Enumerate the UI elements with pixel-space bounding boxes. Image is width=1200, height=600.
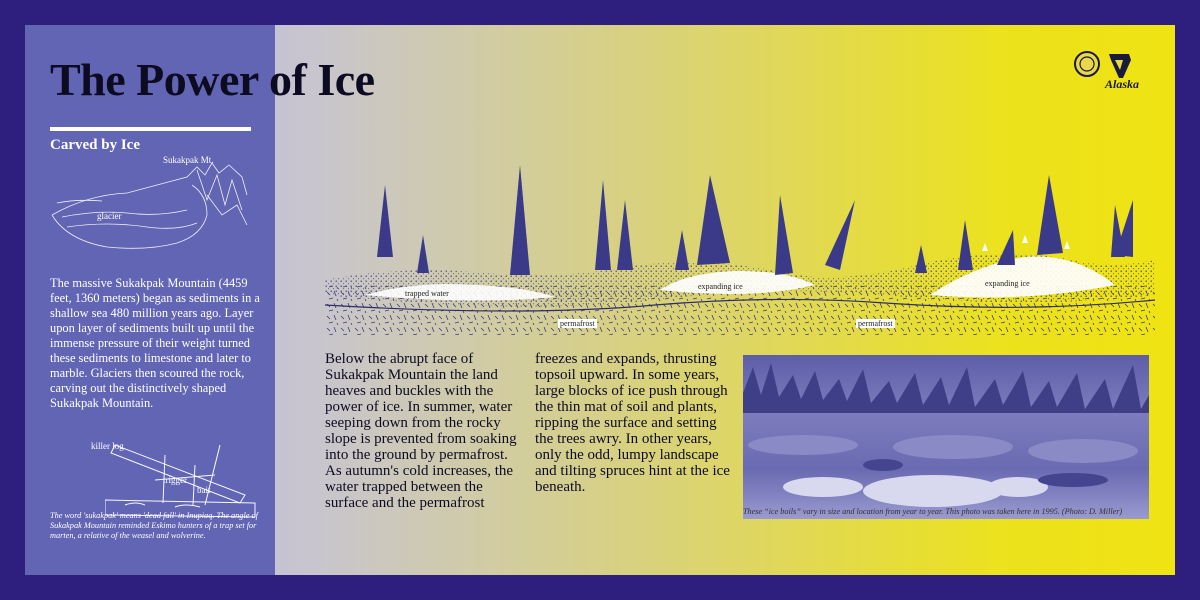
- body-column-2: freezes and expands, thrusting topsoil upward. In some years, large blocks of ice push through the thin mat of soil and plants, ripping the surface and setting the trees awry. In other years, only the odd, lumpy landscape and tilting spruces hint at the ice beneath.: [535, 351, 730, 495]
- ice-heave-diagram: [325, 145, 1155, 335]
- body-column-1: Below the abrupt face of Sukakpak Mountain the land heaves and buckles with the power of ice. In summer, water seeping down from the rocky slope is prevented from soaking into the ground by permafrost. As autumn's cold increases, the water trapped between the surface and the permafrost: [325, 351, 517, 511]
- sidebar-column: [25, 25, 275, 575]
- ice-boils-photo: [743, 355, 1149, 519]
- bait-label: bait: [197, 485, 211, 495]
- killer-log-label: killer log: [91, 441, 124, 451]
- trap-caption: The word 'sukakpak' means 'dead fall' in Inupiaq. The angle of Sukakpak Mountain reminded Eskimo hunters of a trap set for marten, a relative of the weasel and wolverine.: [50, 511, 258, 540]
- trigger-label: trigger: [163, 475, 187, 485]
- expanding-ice-label-2: expanding ice: [985, 279, 1030, 288]
- page-title: The Power of Ice: [50, 54, 375, 105]
- permafrost-label-1: permafrost: [560, 319, 595, 328]
- divider-rule: [50, 127, 251, 131]
- sidebar-subhead: Carved by Ice: [50, 137, 140, 153]
- sidebar-paragraph: The massive Sukakpak Mountain (4459 feet, 1360 meters) began as sediments in a shallow sea 480 million years ago. Layer upon layer of sediments built up until the immense pressure of their weight turned these sediments to limestone and later to marble. Glaciers then scoured the rock, carving out the distinctively shaped Sukakpak Mountain.: [50, 276, 260, 410]
- trapped-water-label: trapped water: [405, 289, 449, 298]
- permafrost-label-2: permafrost: [858, 319, 893, 328]
- expanding-ice-label-1: expanding ice: [698, 282, 743, 291]
- glacier-label: glacier: [97, 211, 122, 221]
- mountain-sketch: [47, 155, 253, 255]
- mountain-label: Sukakpak Mt.: [163, 155, 214, 165]
- photo-caption: These “ice boils” vary in size and location from year to year. This photo was taken here in 1995. (Photo: D. Miller): [743, 507, 1123, 516]
- alaska-wordmark: Alaska: [1105, 77, 1140, 91]
- sign-panel: [25, 25, 1175, 575]
